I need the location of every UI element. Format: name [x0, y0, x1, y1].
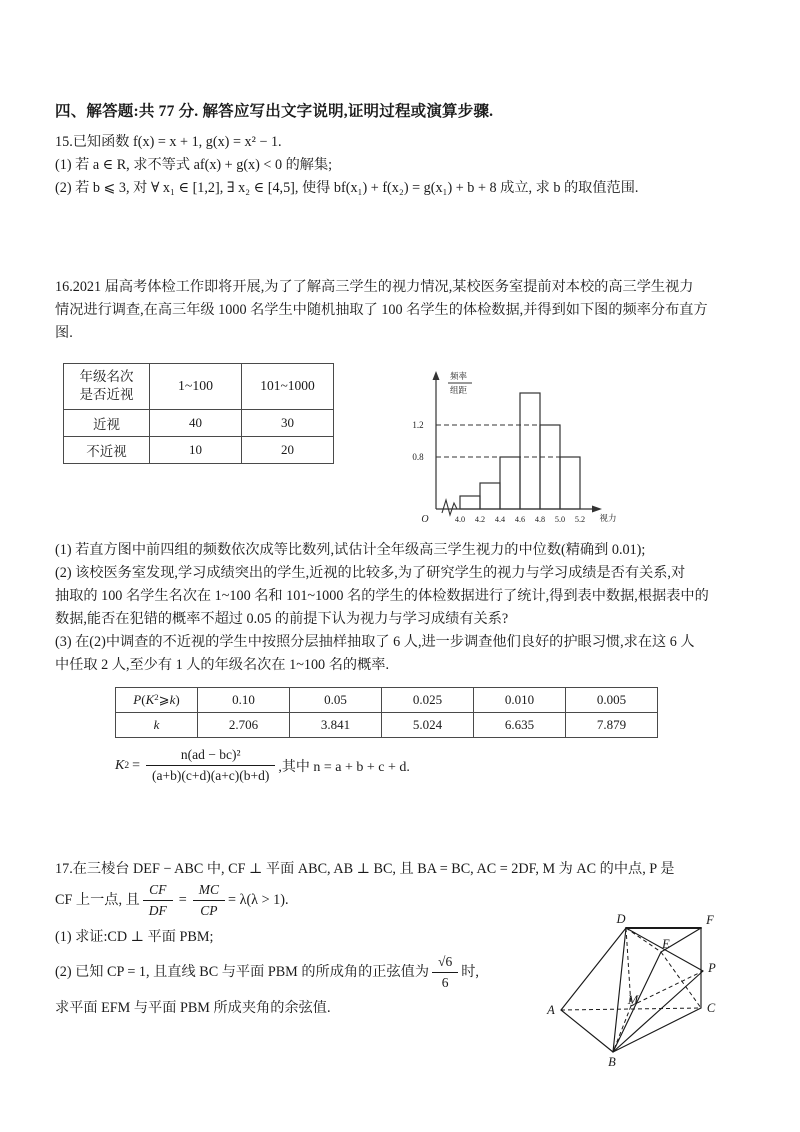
y-axis-label-bottom: 组距	[450, 385, 468, 396]
cell-nearsighted-rest: 30	[242, 409, 334, 436]
vertex-label-E: E	[662, 937, 670, 952]
q17-number: 17.	[55, 860, 73, 877]
cell-nearsighted-top100: 40	[150, 409, 242, 436]
k2-critical-value-table	[115, 687, 658, 738]
q17-ratio-fraction-2	[193, 881, 225, 920]
x-tick-label: 5.2	[574, 515, 586, 525]
table-row	[116, 713, 658, 738]
table-row	[116, 688, 658, 713]
edge-BP	[613, 971, 703, 1052]
q17-stem-text-1: 在三棱台 DEF − ABC 中, CF ⊥ 平面 ABC, AB ⊥ BC, 且 BA = BC, AC = 2DF, M 为 AC 的中点, P 是	[72, 860, 675, 877]
k2-formula-denominator: (a+b)(c+d)(a+c)(b+d)	[152, 768, 270, 784]
q17-subquestions	[55, 920, 525, 1019]
q17-ratio-2-denominator: CP	[200, 902, 218, 918]
contingency-table	[63, 363, 334, 463]
q16-part-2-line-1: (2) 该校医务室发现,学习成绩突出的学生,近视的比较多,为了研究学生的视力与学习成绩是否有关系,对	[55, 565, 686, 582]
histogram-bar	[460, 496, 480, 509]
k2-formula-numerator: n(ad − bc)²	[146, 746, 275, 766]
k2-formula-tail: ,其中 n = a + b + c + d.	[278, 759, 410, 775]
row-label-nearsighted: 近视	[64, 409, 150, 436]
edge-DE-hidden	[626, 928, 661, 952]
q17-part-1: (1) 求证:CD ⊥ 平面 PBM;	[55, 929, 214, 946]
k2-k-value: 3.841	[290, 713, 382, 738]
k2-p-value: 0.005	[566, 688, 658, 713]
histogram-bar	[480, 483, 500, 509]
q16-part-3-line-2: 中任取 2 人,至少有 1 人的年级名次在 1~100 名的概率.	[55, 657, 389, 674]
q17-ratio-equals: =	[178, 891, 187, 908]
edge-DA	[561, 928, 626, 1010]
vertex-label-M: M	[627, 993, 639, 1008]
q17-part-2-line-1	[55, 953, 525, 992]
spacer-after-q15	[55, 202, 745, 276]
q16-part-1: (1) 若直方图中前四组的频数依次成等比数列,试估计全年级高三学生视力的中位数(精确到 0.01);	[55, 542, 646, 559]
y-tick-label-0-8: 0.8	[412, 452, 424, 463]
frustum-vertex-labels	[546, 912, 716, 1069]
k2-formula-exponent: 2	[124, 760, 130, 771]
q17-stem-text-2: CF 上一点, 且	[55, 891, 140, 908]
q16-number: 16.	[55, 279, 73, 296]
row-label-not-nearsighted: 不近视	[64, 436, 150, 463]
k2-formula-lhs: K	[115, 757, 125, 773]
k2-k-value: 6.635	[474, 713, 566, 738]
q17-ratio-tail: = λ(λ > 1).	[228, 891, 289, 908]
edge-DB	[613, 928, 626, 1052]
q16-part-2-line-3: 数据,能否在犯错的概率不超过 0.05 的前提下认为视力与学习成绩有关系?	[55, 611, 509, 628]
y-tick-label-1-2: 1.2	[412, 420, 424, 431]
k2-k-value: 7.879	[566, 713, 658, 738]
q16-part-2-line-2: 抽取的 100 名学生名次在 1~100 名和 101~1000 名的学生的体检数据进行了统计,得到表中数据,根据表中的	[55, 588, 709, 605]
edge-AC-hidden	[561, 1008, 701, 1010]
x-axis-arrow	[592, 506, 602, 513]
table-row	[64, 409, 334, 436]
q15-part-1: (1) 若 a ∈ R, 求不等式 af(x) + g(x) < 0 的解集;	[55, 157, 333, 174]
table-header-row	[64, 364, 334, 409]
x-tick-label: 4.4	[494, 515, 506, 525]
vertex-label-D: D	[616, 912, 626, 927]
y-axis-arrow	[433, 371, 440, 380]
spacer-after-q16	[55, 788, 745, 858]
x-tick-label: 4.0	[454, 515, 466, 525]
k2-p-value: 0.10	[198, 688, 290, 713]
q16-stem-line-3: 图.	[55, 325, 73, 342]
q17-ratio-fraction-1	[143, 881, 173, 920]
q15-stem-text: 已知函数 f(x) = x + 1, g(x) = x² − 1.	[72, 134, 282, 151]
edge-MP-hidden	[631, 971, 703, 1006]
vertex-label-A: A	[547, 1003, 555, 1018]
corner-label-top: 年级名次	[79, 369, 134, 385]
corner-label-bottom: 是否近视	[79, 387, 134, 403]
k2-k-value: 5.024	[382, 713, 474, 738]
vertex-label-F: F	[706, 913, 714, 928]
q17-sine-fraction	[432, 953, 458, 992]
table-column-header-2: 101~1000	[242, 364, 334, 409]
table-column-header-1: 1~100	[150, 364, 242, 409]
cell-not-nearsighted-top100: 10	[150, 436, 242, 463]
origin-label: O	[421, 514, 429, 526]
edge-EC-hidden	[661, 952, 701, 1008]
k2-p-value: 0.025	[382, 688, 474, 713]
q17-ratio-1-numerator: CF	[143, 881, 173, 901]
q17-body-row	[55, 912, 745, 1081]
question-16	[55, 276, 745, 785]
frustum-solid-edges	[561, 928, 703, 1052]
table-row	[64, 436, 334, 463]
histogram-bar	[540, 425, 560, 509]
q15-stem	[55, 131, 745, 154]
q16-part-3-line-1: (3) 在(2)中调查的不近视的学生中按照分层抽样抽取了 6 人,进一步调查他们良好的护眼习惯,求在这 6 人	[55, 634, 695, 651]
histogram-svg	[394, 357, 619, 525]
frequency-histogram	[394, 357, 619, 525]
x-tick-label: 4.6	[514, 515, 526, 525]
q17-part-2-line-2: 求平面 EFM 与平面 PBM 所成夹角的余弦值.	[55, 999, 331, 1016]
q16-stem-text-1: 2021 届高考体检工作即将开展,为了了解高三学生的视力情况,某校医务室提前对本校的高三学生视力	[72, 279, 694, 296]
question-17	[55, 858, 745, 1081]
q17-sine-denominator: 6	[441, 975, 449, 991]
vertex-label-B: B	[608, 1055, 616, 1070]
q16-figure-row	[55, 363, 745, 525]
vertex-label-C: C	[706, 1001, 716, 1016]
histogram-bar	[500, 457, 520, 509]
axis-break-mark	[442, 500, 457, 515]
section-heading: 四、解答题:共 77 分. 解答应写出文字说明,证明过程或演算步骤.	[55, 103, 494, 120]
q15-part-2: (2) 若 b ⩽ 3, 对 ∀ x₁ ∈ [1,2], ∃ x₂ ∈ [4,5], 使得 bf(x₁) + f(x₂) = g(x₁) + b + 8 成立, 求 b 的取值范围.	[55, 180, 639, 197]
histogram-bar	[520, 393, 540, 509]
x-tick-label: 5.0	[554, 515, 566, 525]
k2-formula-fraction	[146, 746, 275, 785]
frustum-figure	[533, 906, 733, 1081]
q17-stem-line-1	[55, 858, 745, 881]
k2-row-header-k: k	[116, 713, 198, 738]
q16-stem-line-2: 情况进行调查,在高三年级 1000 名学生中随机抽取了 100 名学生的体检数据,并得到如下图的频率分布直方	[55, 302, 708, 319]
q17-part-2-tail: 时,	[461, 964, 479, 981]
histogram-bar	[560, 457, 580, 509]
q16-stem-line-1	[55, 276, 745, 299]
k2-formula-equals: =	[132, 757, 141, 773]
q17-ratio-1-denominator: DF	[148, 902, 167, 918]
edge-AB	[561, 1010, 613, 1052]
y-axis-label-top: 频率	[450, 371, 468, 382]
table-corner-header	[64, 364, 150, 409]
x-axis-label: 视力	[599, 513, 617, 524]
edge-BC	[613, 1008, 701, 1052]
q15-number: 15.	[55, 134, 73, 151]
q17-sine-numerator: √6	[432, 953, 458, 973]
q17-ratio-2-numerator: MC	[193, 881, 225, 901]
k2-formula	[115, 746, 745, 785]
q17-part-2-text: (2) 已知 CP = 1, 且直线 BC 与平面 PBM 的所成角的正弦值为	[55, 964, 430, 981]
cell-not-nearsighted-rest: 20	[242, 436, 334, 463]
question-15	[55, 131, 745, 200]
k2-p-value: 0.05	[290, 688, 382, 713]
vertex-label-P: P	[708, 961, 716, 976]
k2-k-value: 2.706	[198, 713, 290, 738]
k2-row-header-p: $P(K^2⩾k)$	[116, 688, 198, 713]
frustum-svg	[533, 906, 733, 1081]
k2-p-value: 0.010	[474, 688, 566, 713]
x-tick-label: 4.2	[474, 515, 486, 525]
x-tick-label: 4.8	[534, 515, 546, 525]
